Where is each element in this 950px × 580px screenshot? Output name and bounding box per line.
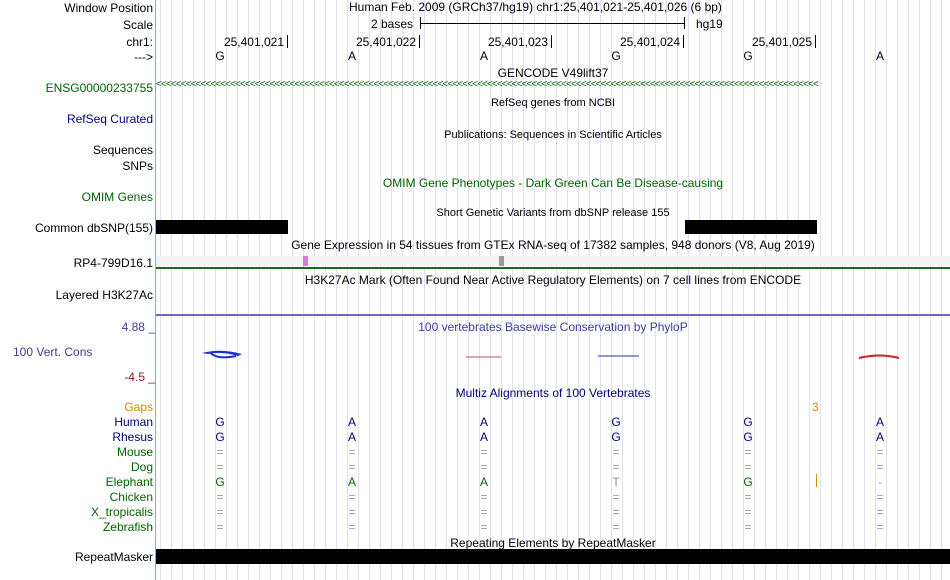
species-label-zebrafish[interactable]: Zebrafish (102, 520, 153, 534)
window-position-label: Window Position (64, 1, 153, 15)
refseq-track-title[interactable]: RefSeq genes from NCBI (490, 97, 616, 109)
alignment-base: = (480, 505, 488, 519)
dbsnp-variant-block[interactable] (156, 220, 288, 234)
alignment-base: = (216, 460, 224, 474)
alignment-base: = (216, 505, 224, 519)
scale-label: Scale (122, 18, 153, 32)
chrom-label: chr1: (126, 35, 153, 49)
phylop-signal[interactable] (156, 340, 950, 370)
alignment-base: = (876, 505, 884, 519)
alignment-base: = (744, 460, 752, 474)
phylop-label[interactable]: 100 Vert. Cons (13, 345, 93, 359)
dbsnp-track-title[interactable]: Short Genetic Variants from dbSNP release 155 (436, 207, 670, 219)
repeatmasker-element[interactable] (156, 549, 950, 564)
species-label-human[interactable]: Human (114, 415, 153, 429)
alignment-base: = (480, 460, 488, 474)
alignment-base: A (347, 415, 356, 429)
scale-bar (420, 23, 685, 24)
alignment-base: = (612, 490, 620, 504)
snps-label[interactable]: SNPs (122, 159, 153, 173)
repeatmasker-label[interactable]: RepeatMasker (74, 550, 153, 564)
phylop-peak (202, 351, 242, 356)
phylop-max-value: 4.88 _ (121, 320, 155, 334)
alignment-base: = (216, 520, 224, 534)
gtex-expression-mark[interactable] (499, 256, 504, 266)
alignment-base: = (480, 490, 488, 504)
h3k27ac-track-title[interactable]: H3K27Ac Mark (Often Found Near Active Regulatory Elements) on 7 cell lines from ENCODE (304, 273, 802, 287)
alignment-base: A (875, 415, 884, 429)
alignment-base: = (216, 490, 224, 504)
repeatmasker-track-title[interactable]: Repeating Elements by RepeatMasker (450, 536, 656, 550)
alignment-base: A (347, 475, 356, 489)
ruler-position-label: 25,401,024 (619, 35, 680, 49)
scale-bar-right-tick (684, 17, 685, 29)
alignment-base: G (215, 475, 225, 489)
alignment-base: = (348, 505, 356, 519)
species-label-mouse[interactable]: Mouse (116, 445, 153, 459)
species-label-elephant[interactable]: Elephant (105, 475, 153, 489)
sequence-base: A (875, 49, 884, 63)
alignment-base: = (612, 520, 620, 534)
assembly-title[interactable]: Human Feb. 2009 (GRCh37/hg19) chr1:25,401,021-25,401,026 (6 bp) (349, 0, 722, 14)
ruler-position-label: 25,401,022 (355, 35, 416, 49)
alignment-base: = (876, 460, 884, 474)
alignment-base: = (348, 520, 356, 534)
alignment-base: = (876, 490, 884, 504)
gtex-expression-mark[interactable] (303, 256, 308, 266)
ruler-tick (551, 35, 552, 48)
gaps-value: 3 (812, 400, 819, 414)
dbsnp-label[interactable]: Common dbSNP(155) (34, 221, 153, 235)
gencode-gene-strand[interactable]: <<<<<<<<<<<<<<<<<<<<<<<<<<<<<<<<<<<<<<<<<<<<<<<<<<<<<<<<<<<<<<<<<<<<<<<<<<<<<<<<<<<<<<<<<<<<<<<<<<<<<<<<<<<<<<<<<<<<<<<<<<<<<<<<<<<<<< (156, 79, 818, 90)
alignment-base: = (216, 445, 224, 459)
alignment-base: G (611, 430, 621, 444)
alignment-base: A (479, 475, 488, 489)
dbsnp-variant-block[interactable] (685, 220, 817, 234)
alignment-base: = (744, 445, 752, 459)
ruler-tick (419, 35, 420, 48)
scale-genome: hg19 (696, 17, 723, 31)
species-label-dog[interactable]: Dog (130, 460, 153, 474)
alignment-base: = (480, 520, 488, 534)
alignment-base: A (479, 430, 488, 444)
alignment-base: - (878, 475, 882, 489)
gtex-divider (156, 267, 950, 269)
sequence-base: G (215, 49, 225, 63)
alignment-base: = (348, 445, 356, 459)
ruler-position-label: 25,401,025 (751, 35, 812, 49)
refseq-label[interactable]: RefSeq Curated (66, 112, 153, 126)
alignment-base: = (744, 505, 752, 519)
alignment-base: G (215, 415, 225, 429)
alignment-base: G (215, 430, 225, 444)
gaps-label[interactable]: Gaps (124, 400, 153, 414)
phylop-track-title[interactable]: 100 vertebrates Basewise Conservation by PhyloP (418, 320, 688, 334)
alignment-base: G (611, 415, 621, 429)
alignment-base: = (612, 445, 620, 459)
ruler-position-label: 25,401,021 (223, 35, 284, 49)
multiz-track-title[interactable]: Multiz Alignments of 100 Vertebrates (455, 386, 651, 400)
alignment-base: A (479, 415, 488, 429)
sequence-base: G (743, 49, 753, 63)
phylop-segment (859, 356, 899, 359)
gtex-gene-bar[interactable] (156, 256, 950, 266)
strand-arrow-label: ---> (134, 50, 153, 64)
sequence-base: G (611, 49, 621, 63)
sequence-base: A (479, 49, 488, 63)
gtex-gene-label[interactable]: RP4-799D16.1 (73, 256, 153, 270)
alignment-base: G (743, 475, 753, 489)
gencode-track-title[interactable]: GENCODE V49lift37 (497, 66, 609, 80)
alignment-base: = (876, 520, 884, 534)
alignment-base: A (347, 430, 356, 444)
species-label-chicken[interactable]: Chicken (109, 490, 153, 504)
sequences-label[interactable]: Sequences (92, 143, 153, 157)
omim-label[interactable]: OMIM Genes (81, 190, 153, 204)
species-label-x_tropicalis[interactable]: X_tropicalis (90, 505, 153, 519)
alignment-base: = (480, 445, 488, 459)
omim-track-title[interactable]: OMIM Gene Phenotypes - Dark Green Can Be Disease-causing (382, 176, 724, 190)
scale-bar-text: 2 bases (371, 17, 414, 31)
alignment-base: T (612, 475, 620, 489)
gencode-gene-label[interactable]: ENSG00000233755 (45, 81, 153, 95)
elephant-gap-marker (816, 474, 817, 487)
alignment-base: = (744, 490, 752, 504)
species-label-rhesus[interactable]: Rhesus (112, 430, 153, 444)
h3k27ac-divider (156, 314, 950, 316)
ruler-tick (287, 35, 288, 48)
alignment-base: = (744, 520, 752, 534)
alignment-base: G (743, 415, 753, 429)
alignment-base: = (876, 445, 884, 459)
alignment-base: = (348, 490, 356, 504)
alignment-base: = (612, 460, 620, 474)
ruler-position-label: 25,401,023 (487, 35, 548, 49)
publications-track-title[interactable]: Publications: Sequences in Scientific Articles (444, 129, 662, 141)
phylop-min-value: -4.5 _ (124, 370, 155, 384)
alignment-base: G (743, 430, 753, 444)
ruler-tick (815, 35, 816, 48)
ruler-tick (683, 35, 684, 48)
alignment-base: = (348, 460, 356, 474)
gtex-track-title[interactable]: Gene Expression in 54 tissues from GTEx RNA-seq of 17382 samples, 948 donors (V8, Aug 2019) (291, 238, 815, 252)
alignment-base: A (875, 430, 884, 444)
alignment-base: = (612, 505, 620, 519)
h3k27ac-label[interactable]: Layered H3K27Ac (55, 288, 153, 302)
sequence-base: A (347, 49, 356, 63)
